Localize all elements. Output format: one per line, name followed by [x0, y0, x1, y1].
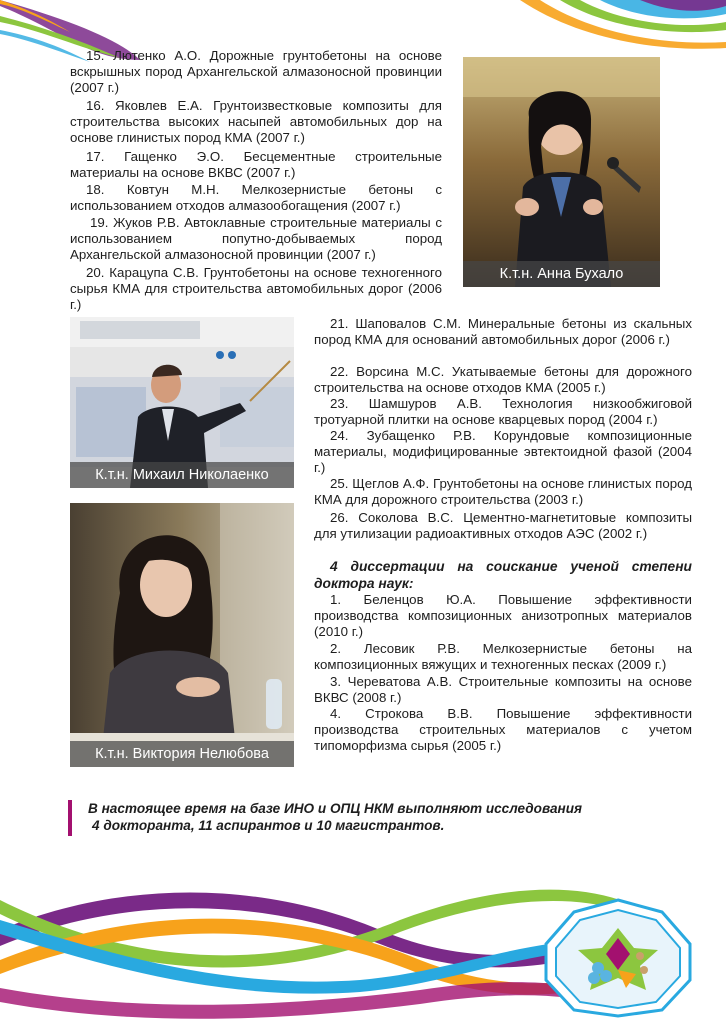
photo-viktoria-nelyubova: [70, 503, 294, 767]
bgtu-logo: [532, 898, 704, 1018]
logo-emblem: [532, 898, 704, 1018]
dissertation-item-21: 21. Шаповалов С.М. Минеральные бетоны из скальных пород КМА для оснований автомобильных дорог (2006 г.): [314, 316, 692, 348]
dissertation-item-20: 20. Карацупа С.В. Грунтобетоны на основе техногенного сырья КМА для строительства автомобильных дорог (2006 г.): [70, 265, 442, 313]
note-accent-bar: [68, 800, 72, 836]
dissertation-item-15: 15. Лютенко А.О. Дорожные грунтобетоны на основе вскрышных пород Архангельской алмазоносной провинции (2007 г.): [70, 48, 442, 96]
dissertation-item-25: 25. Щеглов А.Ф. Грунтобетоны на основе глинистых пород КМА для дорожного строительства (2003 г.): [314, 476, 692, 508]
dissertation-item-23: 23. Шамшуров А.В. Технология низкообжиговой тротуарной плитки на основе кварцевых пород (2004 г.): [314, 396, 692, 428]
caption-anna: К.т.н. Анна Бухало: [463, 261, 660, 287]
photo-anna-image: [463, 57, 660, 287]
doctoral-item-3: 3. Череватова А.В. Строительные композиты на основе ВКВС (2008 г.): [314, 674, 692, 706]
dissertation-item-17: 17. Гащенко Э.О. Бесцементные строительные материалы на основе ВКВС (2007 г.): [70, 149, 442, 181]
dissertation-item-18: 18. Ковтун М.Н. Мелкозернистые бетоны с использованием отходов алмазообогащения (2007 г.): [70, 182, 442, 214]
doctoral-item-1: 1. Беленцов Ю.А. Повышение эффективности производства композиционных анизотропных материалов (2010 г.): [314, 592, 692, 640]
photo-viktoria-image: [70, 503, 294, 767]
caption-mikhail: К.т.н. Михаил Николаенко: [70, 462, 294, 488]
dissertation-item-24: 24. Зубащенко Р.В. Корундовые композиционные материалы, модифицированные эвтектоидной фазой (2004 г.): [314, 428, 692, 476]
note-line-2: 4 докторанта, 11 аспирантов и 10 магистрантов.: [92, 818, 445, 833]
doctoral-item-2: 2. Лесовик Р.В. Мелкозернистые бетоны на композиционных вяжущих и техногенных песках (2009 г.): [314, 641, 692, 673]
dissertation-item-26: 26. Соколова В.С. Цементно-магнетитовые композиты для утилизации радиоактивных отходов АЭС (2002 г.): [314, 510, 692, 542]
dissertation-item-22: 22. Ворсина М.С. Укатываемые бетоны для дорожного строительства на основе отходов КМА (2005 г.): [314, 364, 692, 396]
dissertation-item-19: 19. Жуков Р.В. Автоклавные строительные материалы с использованием попутно-добываемых пород Архангельской алмазоносной провинции (2007 г.): [70, 215, 442, 263]
doctoral-section-title: 4 диссертации на соискание ученой степени доктора наук:: [314, 559, 692, 591]
dissertation-item-16: 16. Яковлев Е.А. Грунтоизвестковые композиты для строительства высоких насыпей автомобильных дор на основе глинистых пород КМА (2007 г.): [70, 98, 442, 146]
photo-mikhail-nikolaenko: [70, 317, 294, 488]
doctoral-item-4: 4. Строкова В.В. Повышение эффективности производства строительных материалов с учетом типоморфизма сырья (2005 г.): [314, 706, 692, 754]
photo-anna-bukhalo: [463, 57, 660, 287]
caption-viktoria: К.т.н. Виктория Нелюбова: [70, 741, 294, 767]
note-line-1: В настоящее время на базе ИНО и ОПЦ НКМ выполняют исследования: [88, 801, 583, 816]
